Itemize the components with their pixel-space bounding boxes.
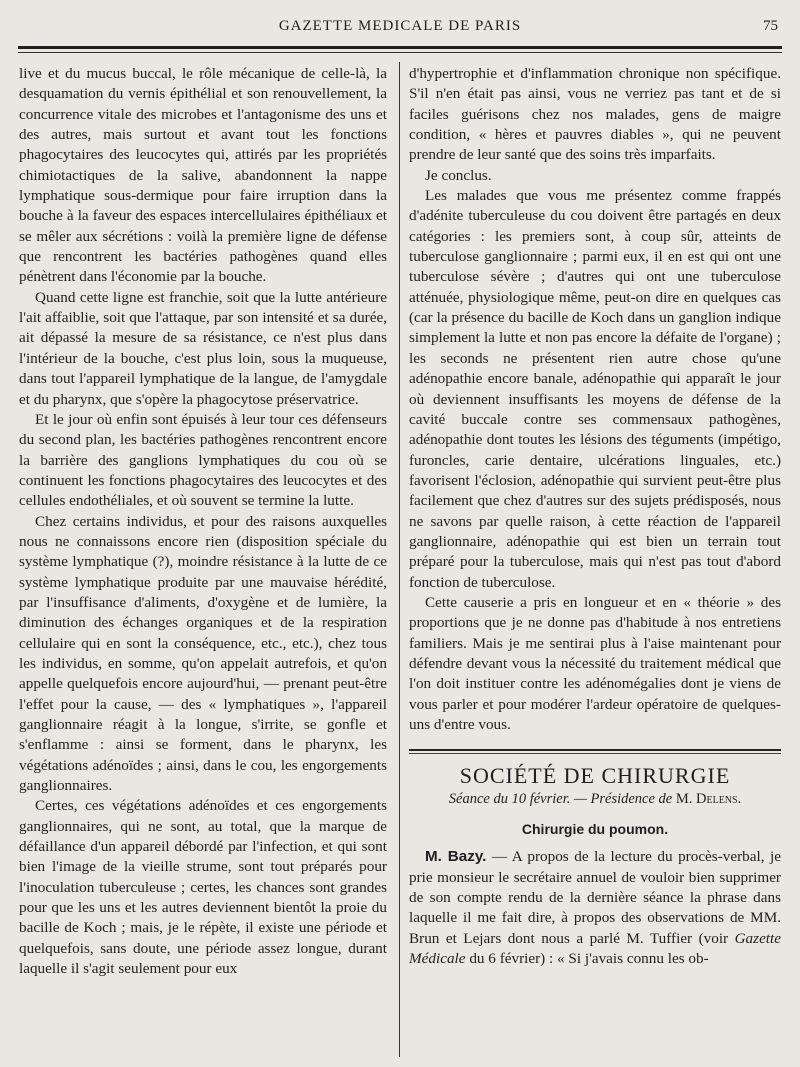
page-header [18, 14, 782, 44]
right-column [409, 64, 781, 969]
paragraph: Cette causerie a pris en longueur et en « théorie » des proportions que je ne donne pas d'habitude à nos entretiens familiers. Mais je me sentirai plus à l'aise maintenant pour défendre devant vous la nécessité du traitement médical que l'on doit instituer contre les adénomégalies dont je viens de vous parler et pour modérer l'ardeur opératoire de quelques-uns d'entre vous. [409, 593, 781, 733]
paragraph: Certes, ces végétations adénoïdes et ces engorgements ganglionnaires, qui ne sont, au total, que la marque de défaillance d'un appareil débordé par l'infection, et qui sont bien l'image de la vieille strume, sont tout préparés pour l'inoculation tuberculeuse ; certes, les chances sont grandes pour que les uns et les autres deviennent bientôt la proie du bacille de Koch ; mais, je le répète, il existe une période et quelquefois, sans doute, une période assez longue, durant laquelle il s'agit seulement pour eux [19, 797, 387, 978]
speaker-text-end: du 6 février) : « Si j'avais connu les ob- [465, 950, 709, 968]
paragraph: Quand cette ligne est franchie, soit que la lutte antérieure l'ait affaiblie, soit que l'attaque, par son intensité et sa durée, ait dépassé la mesure de sa résistance, ce n'est plus dans l'intérieur de la bouche, c'est plus loin, sous la muqueuse, dans tout l'appareil lymphatique de la langue, de l'amygdale et du pharynx, que s'opère la phagocytose préservatrice. [19, 288, 387, 408]
header-rule-thin [18, 52, 782, 53]
column-divider [399, 62, 400, 1057]
paragraph: d'hypertrophie et d'inflammation chronique non spécifique. S'il n'en était pas ainsi, vous ne verriez pas tant et de si faciles guérisons chez nos malades, gens de maigre condition, « hères et pauvres diables », qui ne peuvent prendre de leur santé que des soins très imparfaits. [409, 65, 781, 164]
section-title: SOCIÉTÉ DE CHIRURGIE [459, 763, 731, 789]
journal-reference: Gazette Médicale [409, 929, 781, 968]
paragraph: Je conclus. [425, 166, 492, 184]
journal-title: GAZETTE MEDICALE DE PARIS [278, 18, 522, 34]
speaker-name: M. Bazy. [425, 848, 487, 866]
speaker-text: — A propos de la lecture du procès-verbal, je prie monsieur le secrétaire annuel de vouloir bien supprimer de son compte rendu de la dernière séance la phrase dans laquelle il me fait dire, à propos des observations de MM. Brun et Lejars dont nous a parlé M. Tuffier (voir [409, 848, 781, 947]
page-number: 75 [763, 18, 778, 34]
president-name: M. Delens. [675, 790, 742, 807]
paragraph: live et du mucus buccal, le rôle mécanique de celle-là, la desquamation du vernis épithélial et son renouvellement, la concurrence vitale des microbes et l'antagonisme des uns et des autres, mais surtout et avant tout les fonctions phagocytaires des leucocytes qui, attirés par les propriétés chimiotactiques de la salive, abandonnent la nappe lymphatique sous-dermique pour faire irruption dans la bouche à la faveur des espaces intercellulaires épithéliaux et se mêler aux sécrétions : voilà la première ligne de défense que rencontrent les bactéries pathogènes quand elles pénètrent dans l'économie par la bouche. [19, 65, 387, 286]
section-divider [409, 749, 781, 754]
subheading: Chirurgie du poumon. [521, 821, 669, 838]
seance-line [409, 789, 781, 809]
speaker-paragraph [409, 847, 781, 969]
paragraph: Chez certains individus, et pour des raisons auxquelles nous ne connaissons encore rien (disposition spéciale du système lymphatique (?), moindre résistance à la lutte de ce système lymphatique produite par une mauvaise hérédité, par l'insuffisance d'aliments, d'oxygène et de lumière, la diminution des échanges organiques et de la respiration cellulaire qui en sont la conséquence, etc., etc.), chez tous les individus, en somme, qu'on appelait autrefois, et qu'on appelle quelquefois encore aujourd'hui, — prenant peut-être l'effet pour la cause, — des « lymphatiques », l'appareil ganglionnaire réagit à la longue, s'irrite, se gonfle et s'enflamme : ainsi se forment, dans le pharynx, les végétations adénoïdes ; ainsi, dans le cou, les engorgements ganglionnaires. [19, 512, 387, 795]
left-column [19, 64, 387, 979]
paragraph: Les malades que vous me présentez comme frappés d'adénite tuberculeuse du cou doivent être partagés en deux catégories : les premiers sont, à coup sûr, atteints de tuberculose ganglionnaire ; parmi eux, il en est qui ont une tuberculose sévère ; d'autres qui ont une tuberculose atténuée, physiologique même, peut-on dire en quelques cas (car la présence du bacille de Koch dans un ganglion indique simplement la lutte et non pas encore la défaite de l'organe) ; les seconds ne présentent rien autre chose qu'une adénopathie encore banale, adénopathie qui apparaît le jour où deviennent insuffisants les moyens de défense de la cavité buccale contre ses commensaux pathogènes, adénopathie dont toutes les lésions des téguments (impétigo, furoncles, carie dentaire, ulcérations linguales, etc.) favorisent l'éclosion, adénopathie qui survient peut-être plus facilement que chez d'autres sur des sujets prédisposés, nous ne savons par quelle raison, à cette réaction de l'appareil ganglionnaire, adénopathie qui est bien un terrain tout préparé pour la tuberculose, mais qui n'est pas tout d'abord fonction de tuberculose. [409, 187, 781, 591]
header-rule-thick [18, 46, 782, 49]
seance-date: Séance du 10 février. — Présidence de [448, 790, 673, 807]
paragraph: Et le jour où enfin sont épuisés à leur tour ces défenseurs du second plan, les bactéries pathogènes rencontrent encore la barrière des ganglions lymphatiques du cou où se continuent les fonctions phagocytaires des leucocytes et des cellules endothéliales, et où souvent se termine la lutte. [19, 410, 387, 510]
